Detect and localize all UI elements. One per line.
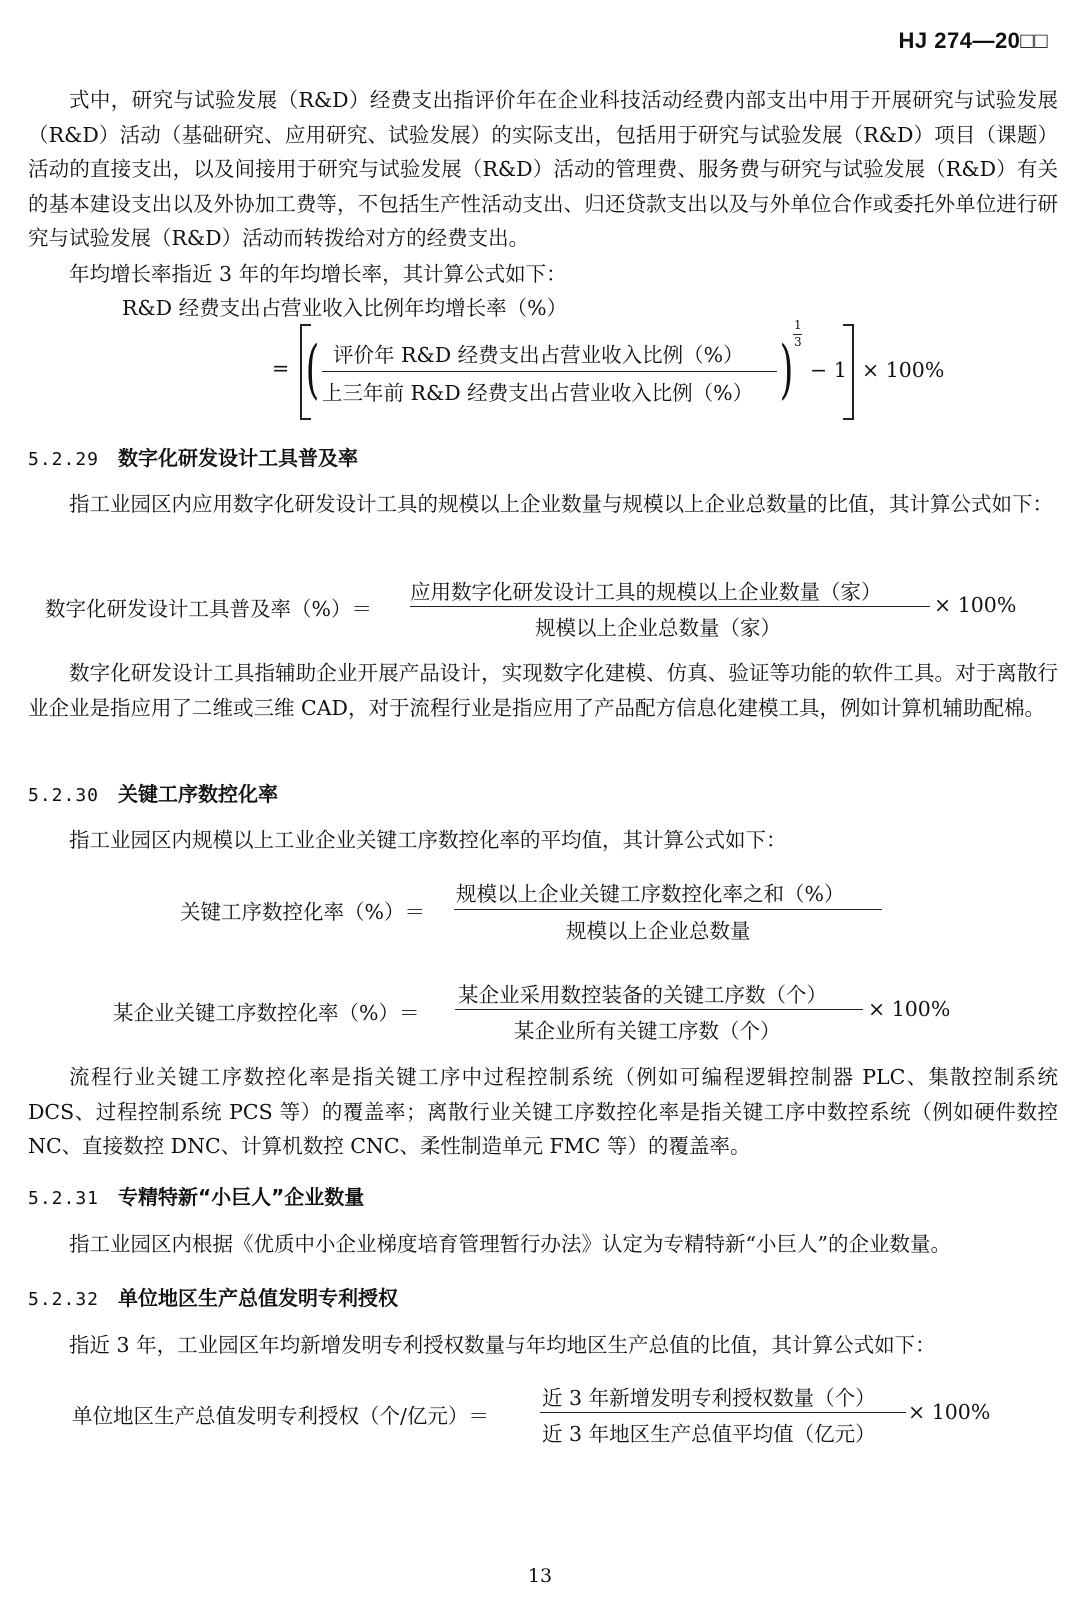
s30-paragraph-1: 指工业园区内规模以上工业企业关键工序数控化率的平均值，其计算公式如下：	[69, 828, 787, 852]
s31-paragraph-1: 指工业园区内根据《优质中小企业梯度培育管理暂行办法》认定为专精特新“小巨人”的企业数量。	[69, 1232, 951, 1256]
exponent-numerator: 1	[794, 318, 802, 332]
s29-formula-times: × 100%	[934, 593, 1017, 617]
s30-formula1-fraction-bar	[454, 909, 882, 910]
rd-formula-equals: =	[272, 356, 290, 380]
s29-paragraph-1: 指工业园区内应用数字化研发设计工具的规模以上企业数量与规模以上企业总数量的比值，其计算公式如下：	[69, 492, 1053, 516]
s32-formula-lhs: 单位地区生产总值发明专利授权（个/亿元）＝	[72, 1404, 489, 1428]
section-number: 5.2.31	[28, 1188, 100, 1209]
s29-paragraph-2: 数字化研发设计工具指辅助企业开展产品设计，实现数字化建模、仿真、验证等功能的软件工具。对于离散行业企业是指应用了二维或三维 CAD，对于流程行业是指应用了产品配方信息化建模工具，例如计算机辅助配棉。	[28, 661, 1058, 720]
right-square-bracket	[843, 324, 854, 420]
section-title: 单位地区生产总值发明专利授权	[118, 1286, 398, 1310]
s32-fraction-bar	[540, 1412, 906, 1413]
s29-formula-denominator: 规模以上企业总数量（家）	[535, 616, 781, 640]
section-number: 5.2.29	[28, 449, 100, 470]
rd-formula-numerator: 评价年 R&D 经费支出占营业收入比例（%）	[333, 343, 744, 367]
left-paren: (	[305, 333, 320, 407]
s30-formula2-fraction-bar	[455, 1009, 863, 1010]
s30-formula2-lhs: 某企业关键工序数控化率（%）＝	[113, 1001, 420, 1025]
s29-fraction-bar	[410, 606, 930, 607]
s29-formula-lhs: 数字化研发设计工具普及率（%）＝	[45, 597, 372, 621]
s30-formula1-lhs: 关键工序数控化率（%）＝	[180, 900, 425, 924]
exponent-denominator: 3	[794, 335, 802, 349]
s32-formula-numerator: 近 3 年新增发明专利授权数量（个）	[542, 1386, 876, 1410]
s30-paragraph-2: 流程行业关键工序数控化率是指关键工序中过程控制系统（例如可编程逻辑控制器 PLC、集散控制系统 DCS、过程控制系统 PCS 等）的覆盖率；离散行业关键工序数控化率是指关键工序中数控系统（例如硬件数控 NC、直接数控 DNC、计算机数控 CNC、柔性制造单元 FMC 等）的覆盖率。	[28, 1065, 1058, 1158]
s30-formula2-denominator: 某企业所有关键工序数（个）	[514, 1019, 781, 1043]
section-heading-5-2-32	[28, 1282, 398, 1311]
section-title: 数字化研发设计工具普及率	[118, 446, 358, 470]
section-title: 关键工序数控化率	[118, 782, 278, 806]
s29-formula-numerator: 应用数字化研发设计工具的规模以上企业数量（家）	[410, 580, 882, 604]
rd-formula-times: × 100%	[862, 358, 945, 382]
rd-formula-denominator: 上三年前 R&D 经费支出占营业收入比例（%）	[322, 381, 754, 405]
s30-formula1-numerator: 规模以上企业关键工序数控化率之和（%）	[456, 882, 845, 906]
s32-formula-denominator: 近 3 年地区生产总值平均值（亿元）	[542, 1422, 876, 1446]
rd-formula-label: R&D 经费支出占营业收入比例年均增长率（%）	[122, 296, 568, 320]
s32-formula-times: × 100%	[908, 1400, 991, 1424]
section-heading-5-2-31	[28, 1181, 364, 1210]
rd-fraction-bar	[322, 371, 777, 372]
s30-formula1-denominator: 规模以上企业总数量	[566, 919, 751, 943]
s30-formula2-numerator: 某企业采用数控装备的关键工序数（个）	[458, 983, 827, 1007]
right-paren: )	[779, 333, 794, 407]
section-number: 5.2.32	[28, 1289, 100, 1310]
s30-formula2-times: × 100%	[868, 997, 951, 1021]
intro-paragraph: 式中，研究与试验发展（R&D）经费支出指评价年在企业科技活动经费内部支出中用于开展研究与试验发展（R&D）活动（基础研究、应用研究、试验发展）的实际支出，包括用于研究与试验发展（R&D）项目（课题）活动的直接支出，以及间接用于研究与试验发展（R&D）活动的管理费、服务费与研究与试验发展（R&D）有关的基本建设支出以及外协加工费等，不包括生产性活动支出、归还贷款支出以及与外单位合作或委托外单位进行研究与试验发展（R&D）活动而转拨给对方的经费支出。	[28, 88, 1058, 250]
section-heading-5-2-29	[28, 442, 358, 471]
document-number: HJ 274—20□□	[898, 28, 1048, 53]
section-heading-5-2-30	[28, 778, 278, 807]
rd-formula-minus-one: − 1	[810, 358, 847, 382]
growth-rate-paragraph: 年均增长率指近 3 年的年均增长率，其计算公式如下：	[69, 262, 567, 286]
section-title: 专精特新“小巨人”企业数量	[118, 1185, 365, 1209]
s32-paragraph-1: 指近 3 年，工业园区年均新增发明专利授权数量与年均地区生产总值的比值，其计算公式如下：	[69, 1333, 936, 1357]
page-number: 13	[527, 1565, 553, 1587]
section-number: 5.2.30	[28, 785, 100, 806]
